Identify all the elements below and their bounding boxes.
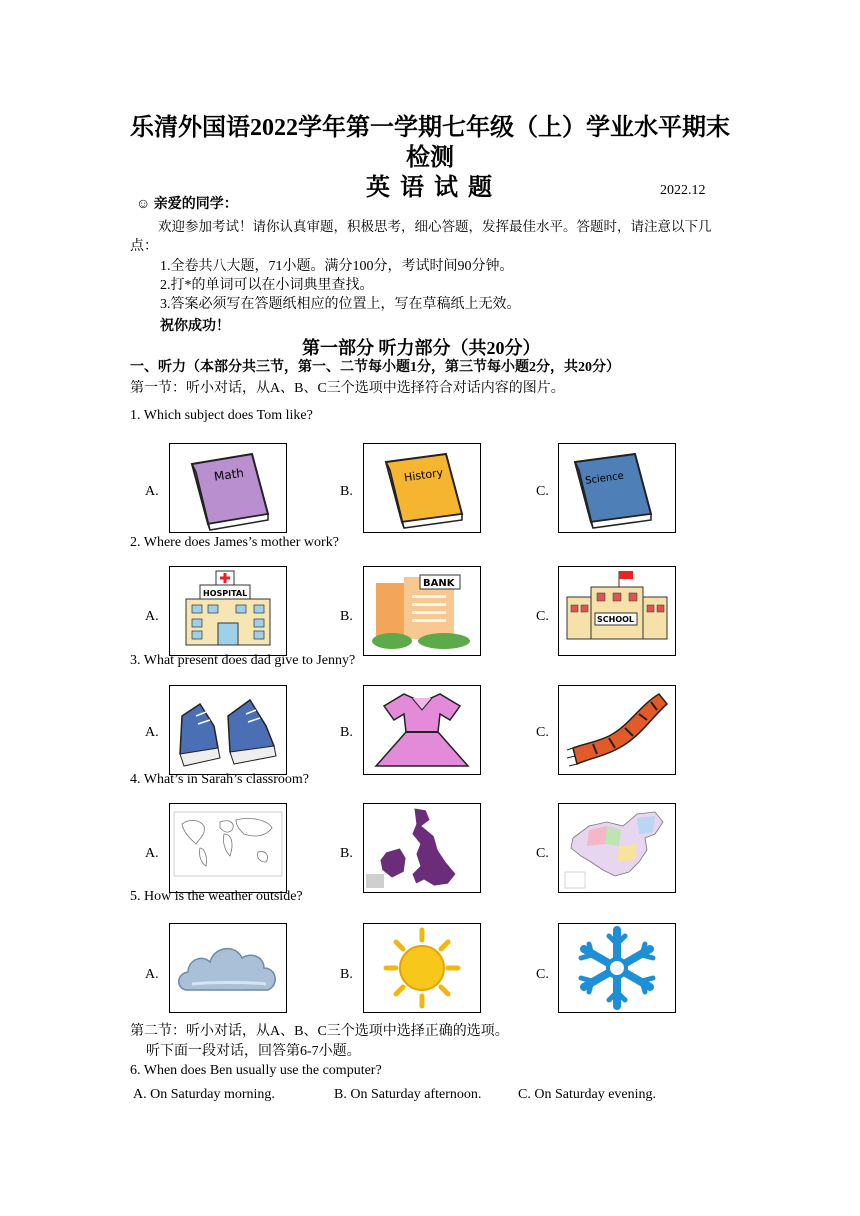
q6-option-a[interactable]: A. On Saturday morning. [133,1087,275,1102]
china-map-icon [559,804,675,892]
note-2: 2.打*的单词可以在小词典里查找。 [160,278,374,293]
science-book-image[interactable] [558,443,676,533]
greeting-text: 亲爱的同学： [153,197,238,212]
q1-option-b: B. [340,484,353,499]
world-map-icon [170,804,286,892]
bank-image[interactable] [363,566,481,656]
question-6: 6. When does Ben usually use the computer? [130,1063,382,1078]
hospital-image[interactable] [169,566,287,656]
science-book-icon [559,444,675,532]
part1-heading: 第一部分 听力部分（共20分） [302,338,541,358]
cloudy-image[interactable] [169,923,287,1013]
exam-title-line1: 乐清外国语2022学年第一学期七年级（上）学业水平期末 [130,115,730,141]
school-icon [559,567,675,655]
sneakers-image[interactable] [169,685,287,775]
note-1: 1.全卷共八大题，71小题。满分100分，考试时间90分钟。 [160,259,514,274]
section2-instruction: 第二节：听小对话，从A、B、C三个选项中选择正确的选项。 [130,1024,509,1039]
sneakers-icon [170,686,286,774]
q6-option-c[interactable]: C. On Saturday evening. [518,1087,657,1102]
welcome-line1: 欢迎参加考试！请你认真审题，积极思考，细心答题，发挥最佳水平。答题时，请注意以下几 [158,219,712,234]
question-1: 1. Which subject does Tom like? [130,408,313,423]
dress-image[interactable] [363,685,481,775]
exam-title-line2: 检测 [406,145,454,171]
svg-text:HOSPITAL: HOSPITAL [203,589,248,598]
wish: 祝你成功！ [160,319,230,334]
question-4: 4. What’s in Sarah’s classroom? [130,772,309,787]
math-book-image[interactable] [169,443,287,533]
svg-text:BANK: BANK [423,578,455,589]
welcome-line2: 点： [130,239,158,254]
bank-icon [364,567,480,655]
math-book-icon [170,444,286,532]
q2-option-a: A. [145,609,159,624]
snowflake-icon [559,924,675,1012]
q5-option-a: A. [145,967,159,982]
q4-option-c: C. [536,846,549,861]
q1-option-a: A. [145,484,159,499]
q3-option-c: C. [536,725,549,740]
exam-date: 2022.12 [660,183,706,198]
q3-option-b: B. [340,725,353,740]
question-3: 3. What present does dad give to Jenny? [130,653,356,668]
q4-option-b: B. [340,846,353,861]
question-2: 2. Where does James’s mother work? [130,535,339,550]
exam-subtitle: 英 语 试 题 [366,175,494,201]
section-title: 一、听力（本部分共三节，第一、二节每小题1分，第三节每小题2分，共20分） [130,360,620,375]
q3-option-a: A. [145,725,159,740]
uk-map-icon [364,804,480,892]
svg-text:Science: Science [584,470,625,487]
section2-sub: 听下面一段对话，回答第6-7小题。 [146,1044,361,1059]
dress-icon [364,686,480,774]
snowy-image[interactable] [558,923,676,1013]
q6-option-b[interactable]: B. On Saturday afternoon. [334,1087,482,1102]
hospital-icon [170,567,286,655]
uk-map-image[interactable] [363,803,481,893]
q5-option-b: B. [340,967,353,982]
sun-icon [364,924,480,1012]
world-map-image[interactable] [169,803,287,893]
note-3: 3.答案必须写在答题纸相应的位置上，写在草稿纸上无效。 [160,297,521,312]
cloud-icon [170,924,286,1012]
section1-instruction: 第一节：听小对话，从A、B、C三个选项中选择符合对话内容的图片。 [130,381,565,396]
svg-text:History: History [403,466,444,485]
history-book-icon [364,444,480,532]
school-image[interactable] [558,566,676,656]
svg-text:Math: Math [213,465,245,484]
q4-option-a: A. [145,846,159,861]
greeting [136,196,238,214]
scarf-icon [559,686,675,774]
q1-option-c: C. [536,484,549,499]
svg-text:SCHOOL: SCHOOL [597,615,635,624]
china-map-image[interactable] [558,803,676,893]
q2-option-b: B. [340,609,353,624]
question-5: 5. How is the weather outside? [130,889,303,904]
scarf-image[interactable] [558,685,676,775]
smiley-icon: ☺ [136,197,151,212]
history-book-image[interactable] [363,443,481,533]
sunny-image[interactable] [363,923,481,1013]
q2-option-c: C. [536,609,549,624]
q5-option-c: C. [536,967,549,982]
